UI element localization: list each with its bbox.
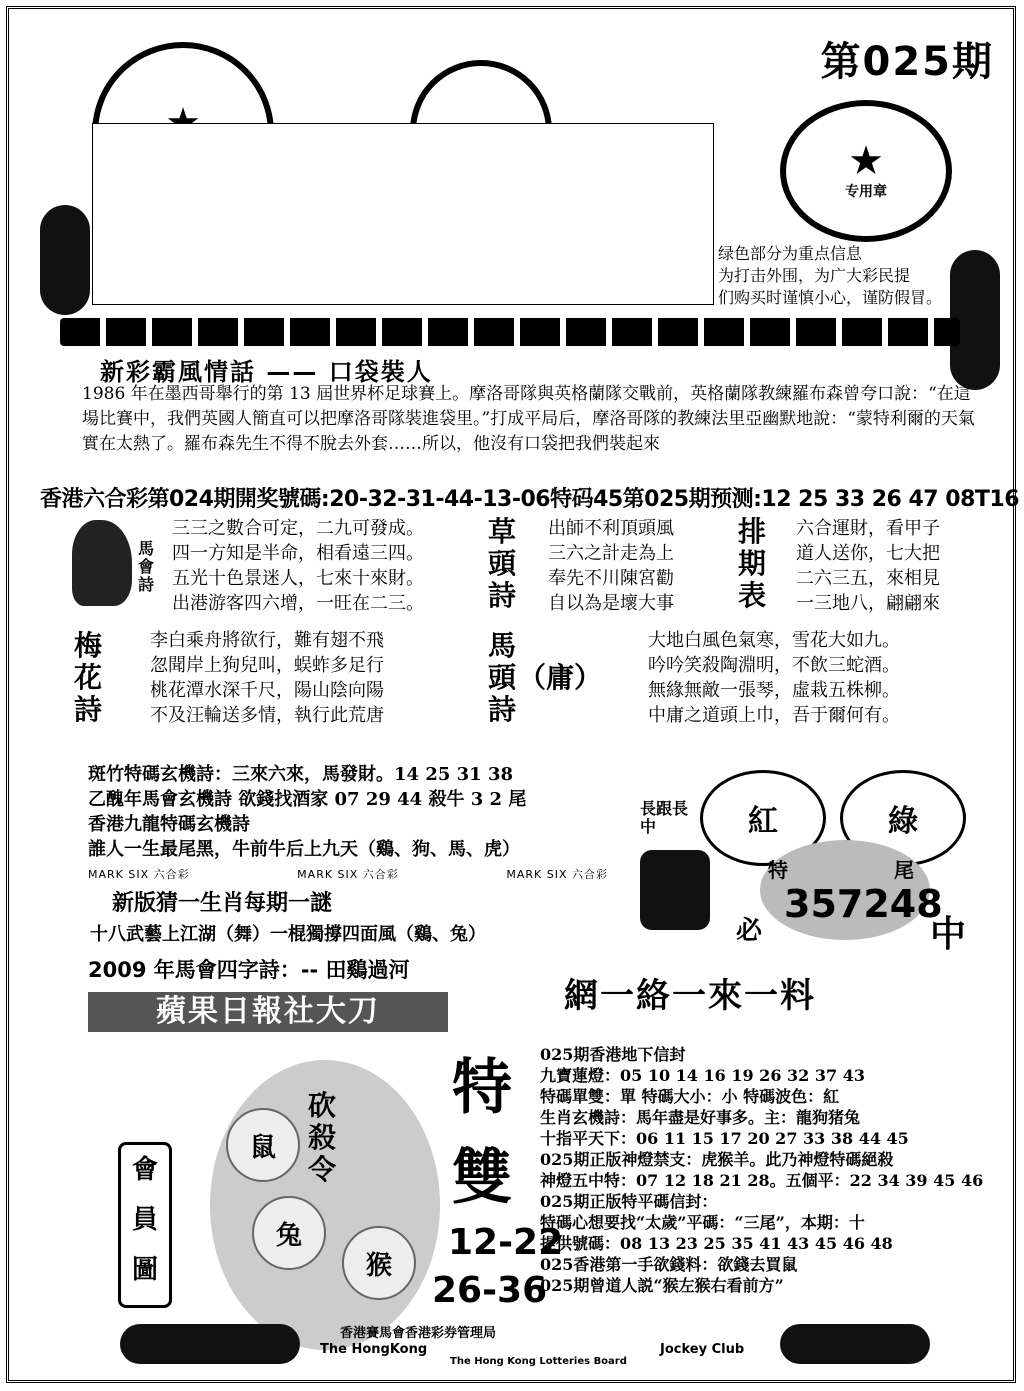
poem-line: 出師不利頂頭風 [548,518,674,539]
pair-numbers-2: 26-36 [432,1270,548,1311]
footer-banner [120,1320,990,1370]
footer-logo-left [120,1324,300,1364]
poem-2009: 2009 年馬會四字詩：-- 田鷄過河 [88,958,410,982]
horsehead-poem-title: 馬頭詩 [487,629,516,726]
green-heart: 綠 [840,770,966,866]
mixed-line: 斑竹特碼玄機詩：三來六來，馬發財。14 25 31 38 [88,764,513,785]
coin-stack-icon [40,205,90,315]
story-title: 新彩霸風情話 —— 口袋裝人 [100,358,433,386]
rabbit-ball: 兔 [252,1196,326,1270]
zhong-label: 中 [930,914,967,955]
story-text: 1986 年在墨西哥舉行的第 13 屆世界杯足球賽上。摩洛哥隊與英格蘭隊交戰前，英格蘭隊教練羅布森曾夸口說：“在這場比賽中，我們英國人簡直可以把摩洛哥隊裝進袋里。”打成平局后，摩洛哥隊的教練法里亞幽默地說：“蒙特利爾的天氣實在太熱了。羅布森先生不得不脫去外套……所以，他沒有口袋把我們裝起來 [82,384,975,454]
te-label: 特 [768,858,788,882]
money-icon [640,850,710,930]
horse-poem-label: 馬會詩 [138,539,155,594]
poem-line: 三六之計走為上 [548,543,674,564]
footer-cn: 香港賽馬會香港彩券管理局 [340,1326,497,1341]
te-big: 特 [452,1053,512,1123]
horsehead-poem [648,628,900,728]
envelope-list [540,1044,1010,1296]
member-seal: 會員圖 [118,1142,172,1308]
net-banner: 網一絡一來一料 [564,976,816,1016]
mixed-poems [88,762,526,862]
list-item: 025香港第一手欲錢料：欲錢去買鼠 [540,1255,798,1274]
mark-six-logo: MARK SIX 六合彩 [88,868,190,881]
list-item: 特碼心想要找“太歲”平碼：“三尾”，本期：十 [540,1213,865,1232]
list-item: 提供號碼：08 13 23 25 35 41 43 45 46 48 [540,1234,893,1253]
horsehead-tag: （庸） [518,661,603,694]
blank-panel [92,123,714,305]
footer-en3: The Hong Kong Lotteries Board [450,1356,627,1367]
poem-line: 道人送你，七大把 [796,543,940,564]
heart-panel [640,770,970,955]
poem-line: 一三地八，翩翩來 [796,593,940,614]
issue-number: 第025期 [820,39,994,85]
apple-banner: 蘋果日報社大刀 [88,992,448,1032]
mixed-line: 誰人一生最尾黑，牛前牛后上九天（鷄、狗、馬、虎） [88,839,520,860]
notice-line: 为打击外围，为广大彩民提 [718,266,911,285]
poem-line: 無緣無敵一張琴，虛栽五株柳。 [648,680,900,701]
poem-line: 吟吟笑殺陶淵明，不飲三蛇酒。 [648,655,900,676]
poem-line: 六合運財，看甲子 [796,518,940,539]
list-item: 十指平天下：06 11 15 17 20 27 33 38 44 45 [540,1129,909,1148]
ingot-banner [60,318,960,346]
list-item: 025期正版神燈禁支：虎猴羊。此乃神燈特碼絕殺 [540,1150,894,1169]
monkey-ball: 猴 [342,1226,416,1300]
poem-line: 四一方知是半命，相看遠三四。 [172,543,424,564]
schedule-poem [796,516,940,616]
poem-line: 中庸之道頭上巾，吾于爾何有。 [648,705,900,726]
draw-result-line: 香港六合彩第024期開奖號碼:20-32-31-44-13-06特码45第025期预测:12 25 33 26 47 08T16 [40,487,1020,512]
poem-line: 二六三五，來相見 [796,568,940,589]
list-item: 025期曾道人説“猴左猴右看前方” [540,1276,784,1295]
list-item: 特碼單雙：單 特碼大小：小 特碼波色：紅 [540,1087,840,1106]
footer-en1: The HongKong [320,1342,428,1357]
mixed-line: 乙醜年馬會玄機詩 欲錢找酒家 07 29 44 殺牛 3 2 尾 [88,789,527,810]
mark-six-logo: MARK SIX 六合彩 [506,868,608,881]
horse-poem [172,516,424,616]
poem-line: 大地白風色氣寒，雪花大如九。 [648,630,900,651]
bi-label: 必 [736,916,763,946]
grass-poem-title: 草頭詩 [487,515,516,612]
mixed-line: 香港九龍特碼玄機詩 [88,814,250,835]
schedule-title: 排期表 [737,515,766,612]
poem-line: 奉先不川陳宮勸 [548,568,674,589]
poem-line: 忽聞岸上狗兒叫，蜈蚱多足行 [150,655,384,676]
guess-title: 新版猜一生肖每期一謎 [112,891,333,916]
notice-box [718,243,958,309]
footer-en2: Jockey Club [660,1342,745,1357]
poem-line: 李白乘舟將欲行，難有翅不飛 [150,630,384,651]
seal-stamp-right [780,100,952,242]
shuang-big: 雙 [452,1143,512,1213]
star-icon: ★ [848,138,884,184]
follow-label: 長跟長中 [640,799,689,836]
wei-label: 尾 [894,858,914,882]
poem-line: 桃花潭水深千尺，陽山陰向陽 [150,680,384,701]
seal-label: 专用章 [845,184,887,200]
guess-line: 十八武藝上江湖（舞）一棍獨撐四面風（鷄、兔） [90,924,486,945]
poem-line: 自以為是壞大事 [548,593,674,614]
list-item: 025期香港地下信封 [540,1045,686,1064]
grass-poem [548,516,674,616]
tail-number: 357248 [784,882,943,926]
poem-line: 不及汪輪送多情，執行此荒唐 [150,705,384,726]
plum-poem-title: 梅花詩 [73,629,102,726]
list-item: 神燈五中特：07 12 18 21 28。五個平：22 34 39 45 46 [540,1171,984,1190]
notice-line: 绿色部分为重点信息 [718,244,863,263]
list-item: 025期正版特平碼信封： [540,1192,718,1211]
footer-logo-right [780,1324,930,1364]
list-item: 生肖玄機詩：馬年盡是好事多。主：龍狗猪兔 [540,1108,861,1127]
pair-numbers-1: 12-22 [448,1222,564,1263]
poem-line: 三三之數合可定，二九可發成。 [172,518,424,539]
mark-six-strip [88,866,608,882]
horse-icon [72,520,132,606]
poem-line: 出港游客四六增，一旺在二三。 [172,593,424,614]
kill-title: 砍殺令 [307,1089,336,1186]
red-heart: 紅 [700,770,826,866]
list-item: 九寶蓮燈：05 10 14 16 19 26 32 37 43 [540,1066,865,1085]
mark-six-logo: MARK SIX 六合彩 [297,868,399,881]
poem-line: 五光十色景迷人，七來十來財。 [172,568,424,589]
notice-line: 们购买时谨慎小心，谨防假冒。 [718,288,943,307]
rat-ball: 鼠 [226,1108,300,1182]
plum-poem [150,628,384,728]
